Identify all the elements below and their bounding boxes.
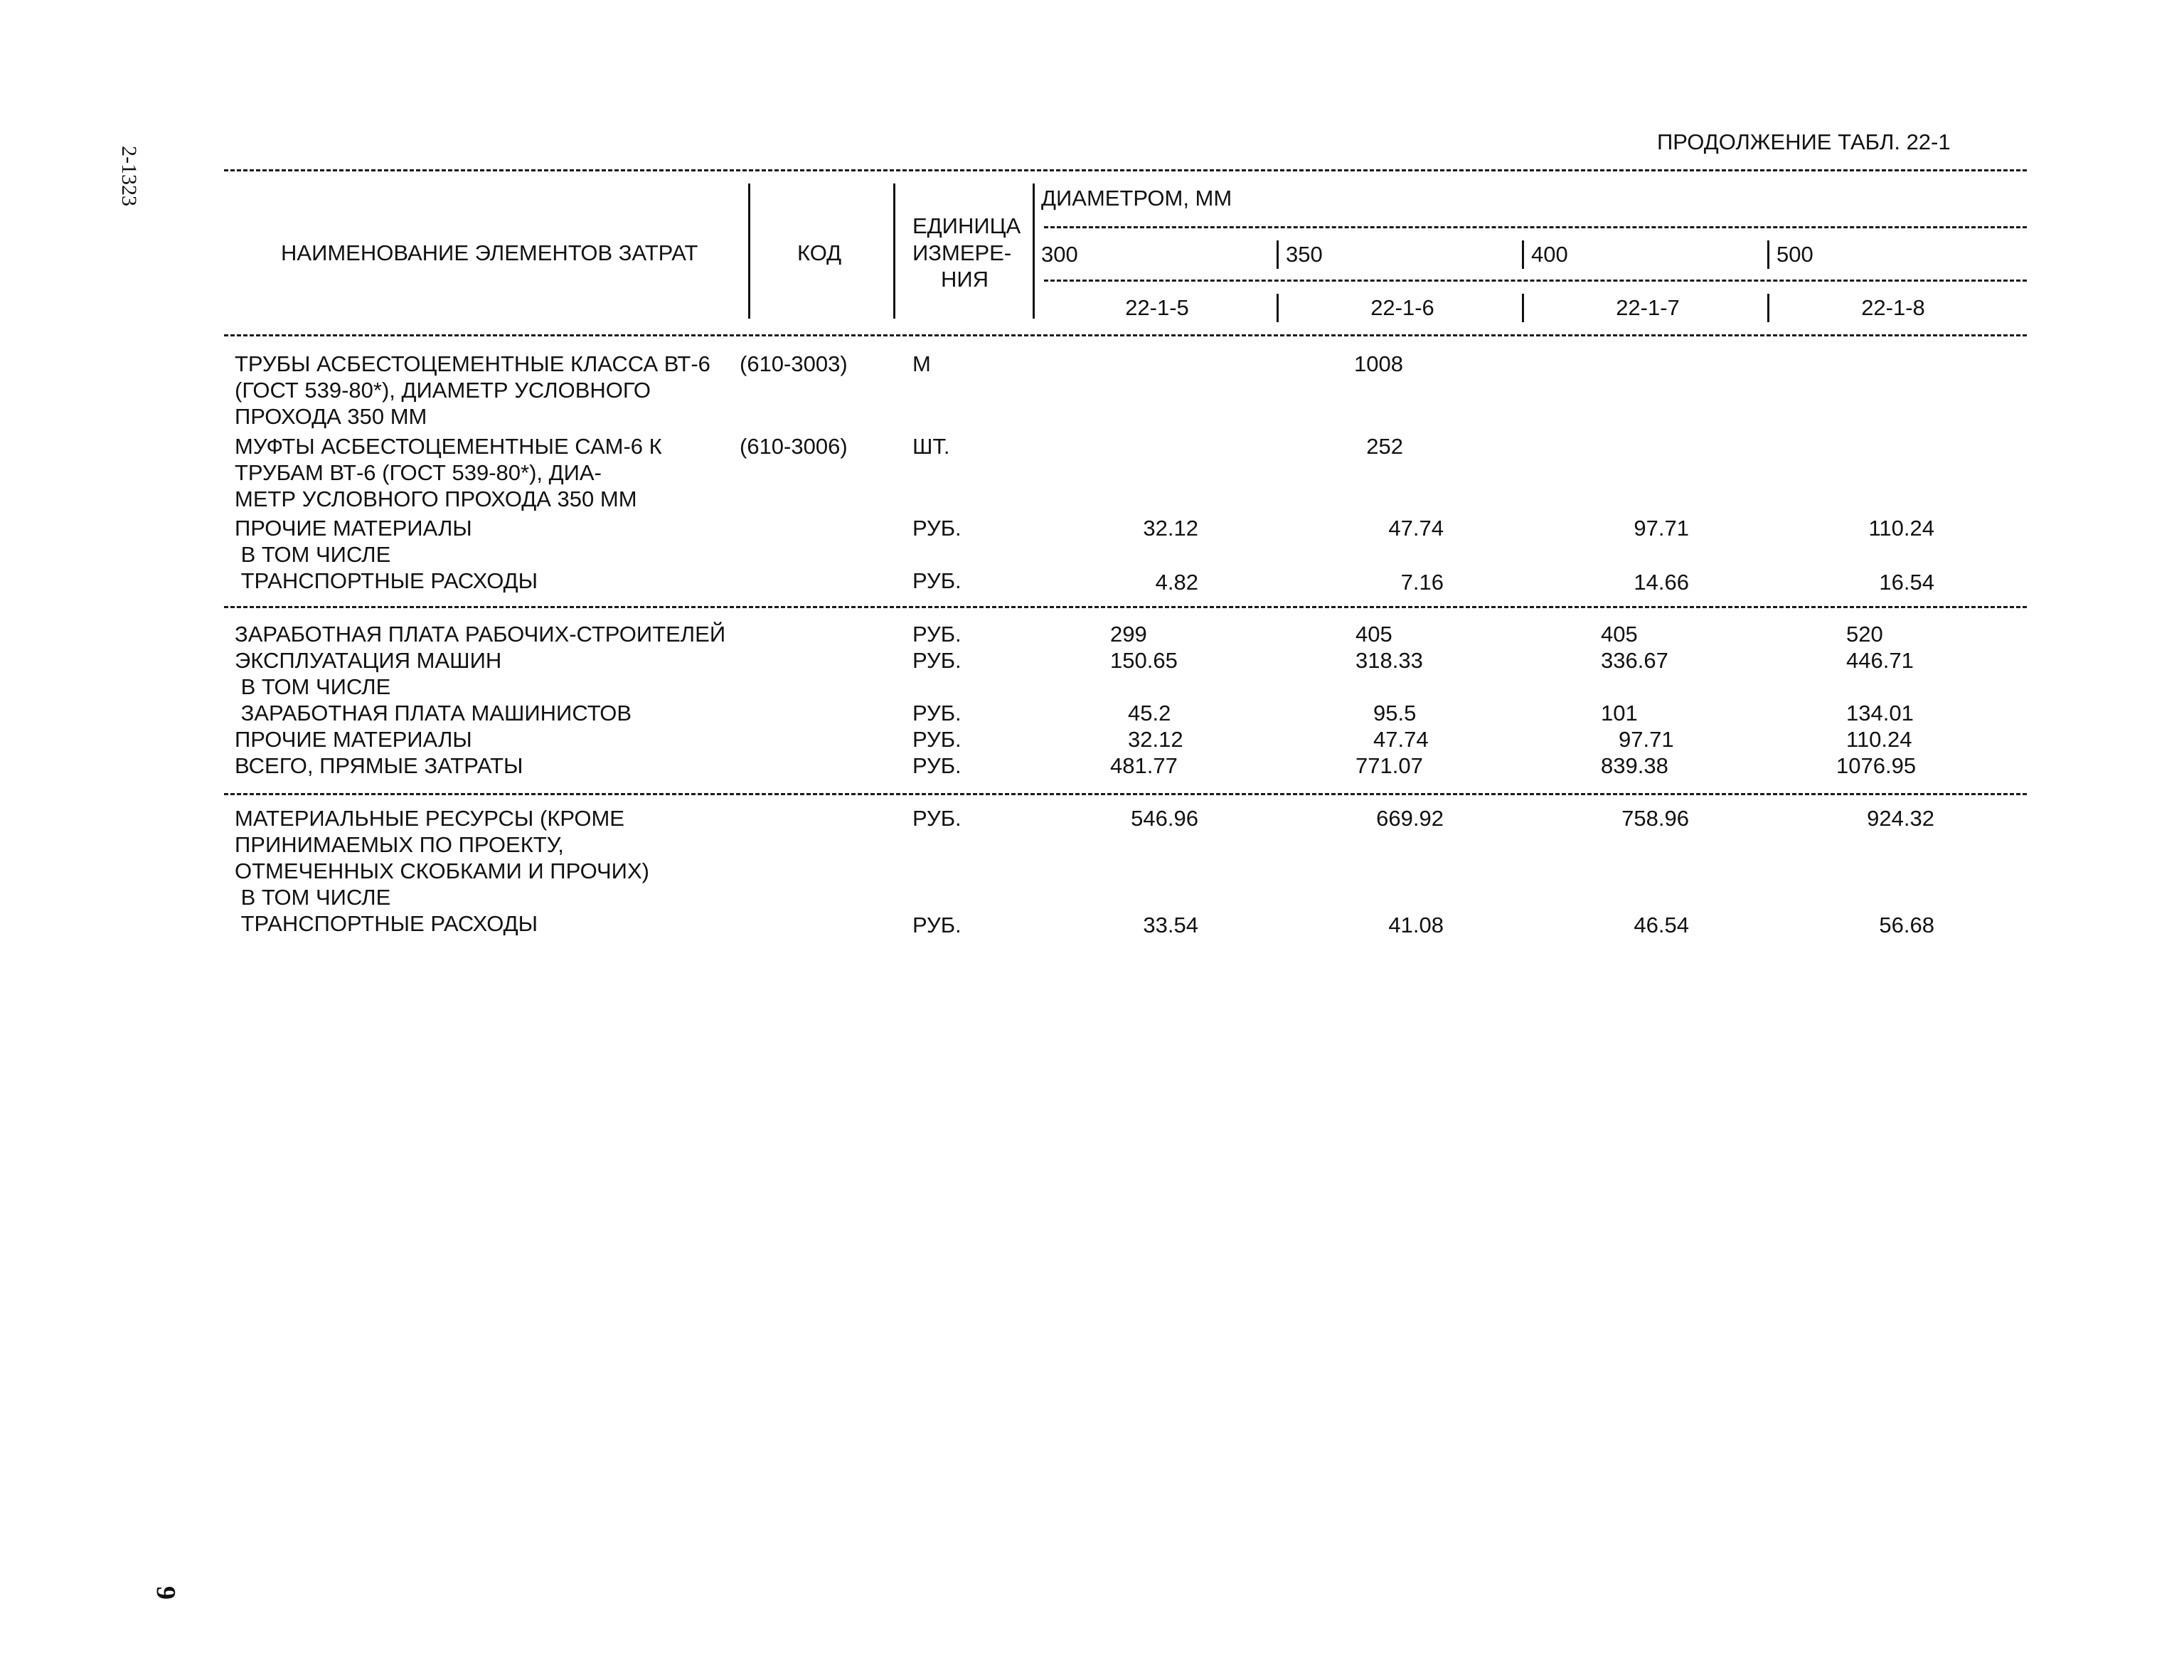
header-unit-1: ЕДИНИЦА [912, 213, 1021, 238]
code-divider-2 [1522, 294, 1524, 322]
other-materials2-value-300: 32.12 [1128, 727, 1183, 752]
rule-top [224, 169, 2027, 171]
material-resources-line3: ОТМЕЧЕННЫХ СКОБКАМИ И ПРОЧИХ) [235, 858, 649, 883]
machines-value-500: 446.71 [1846, 648, 1914, 673]
diameter-350: 350 [1286, 242, 1323, 267]
material-resources-unit: РУБ. [912, 806, 962, 831]
couplings-code: (610-3006) [740, 434, 848, 459]
header-unit-2: ИЗМЕРЕ- [912, 240, 1012, 265]
pipes-label-line3: ПРОХОДА 350 ММ [235, 404, 427, 429]
other-materials-value-400: 97.71 [1634, 516, 1689, 541]
code-22-1-6: 22-1-6 [1370, 295, 1434, 320]
pipes-label-line2: (ГОСТ 539-80*), ДИАМЕТР УСЛОВНОГО [235, 378, 651, 403]
other-materials-value-500: 110.24 [1868, 516, 1934, 541]
rule-section2-bottom [224, 793, 2027, 795]
rule-diameter-values [1044, 280, 2027, 282]
operator-wages-value-300: 45.2 [1128, 701, 1171, 725]
transport-value-350: 7.16 [1400, 570, 1444, 595]
wages-value-350: 405 [1355, 622, 1392, 647]
operator-wages-value-500: 134.01 [1846, 701, 1914, 725]
diameter-500: 500 [1777, 242, 1813, 267]
couplings-label-line2: ТРУБАМ ВТ-6 (ГОСТ 539-80*), ДИА- [235, 460, 602, 485]
transport2-value-300: 33.54 [1143, 913, 1198, 937]
header-name: НАИМЕНОВАНИЕ ЭЛЕМЕНТОВ ЗАТРАТ [281, 240, 698, 265]
machines-unit: РУБ. [912, 648, 962, 673]
wages-label: ЗАРАБОТНАЯ ПЛАТА РАБОЧИХ-СТРОИТЕЛЕЙ [235, 622, 726, 647]
page-number: 9 [151, 1586, 181, 1600]
transport-value-400: 14.66 [1634, 570, 1689, 595]
pipes-code: (610-3003) [740, 351, 848, 376]
other-materials2-label: ПРОЧИЕ МАТЕРИАЛЫ [235, 727, 472, 752]
material-resources-line1: МАТЕРИАЛЬНЫЕ РЕСУРСЫ (КРОМЕ [235, 806, 624, 831]
wages-unit: РУБ. [912, 622, 962, 647]
header-divider-2 [893, 184, 895, 319]
material-resources-value-500: 924.32 [1867, 806, 1934, 831]
other-materials2-value-350: 47.74 [1373, 727, 1429, 752]
transport2-label: ТРАНСПОРТНЫЕ РАСХОДЫ [235, 911, 538, 936]
couplings-label-line3: МЕТР УСЛОВНОГО ПРОХОДА 350 ММ [235, 487, 637, 511]
total-direct-value-350: 771.07 [1355, 753, 1423, 778]
other-materials2-value-400: 97.71 [1619, 727, 1674, 752]
total-direct-value-500: 1076.95 [1836, 753, 1917, 778]
material-resources-value-350: 669.92 [1376, 806, 1444, 831]
couplings-value-350: 252 [1366, 434, 1403, 459]
total-direct-unit: РУБ. [912, 753, 962, 778]
diam-divider-400 [1522, 240, 1524, 269]
material-resources-line4: В ТОМ ЧИСЛЕ [235, 885, 391, 910]
pipes-value-350: 1008 [1354, 351, 1403, 376]
transport2-unit: РУБ. [912, 913, 962, 937]
header-code: КОД [797, 240, 842, 265]
header-divider-3 [1033, 184, 1035, 319]
machines-value-300: 150.65 [1110, 648, 1178, 673]
operator-wages-value-400: 101 [1601, 701, 1638, 725]
diameter-400: 400 [1531, 242, 1568, 267]
other-materials-value-300: 32.12 [1143, 516, 1198, 541]
wages-value-500: 520 [1846, 622, 1883, 647]
total-direct-label: ВСЕГО, ПРЯМЫЕ ЗАТРАТЫ [235, 753, 523, 778]
rule-section1-bottom [224, 606, 2027, 608]
rule-header-bottom [224, 334, 2027, 336]
code-22-1-8: 22-1-8 [1861, 295, 1925, 320]
operator-wages-unit: РУБ. [912, 701, 962, 725]
code-22-1-5: 22-1-5 [1125, 295, 1189, 320]
machines-value-350: 318.33 [1355, 648, 1423, 673]
header-diameter: ДИАМЕТРОМ, ММ [1041, 186, 1232, 211]
other-materials2-value-500: 110.24 [1846, 727, 1912, 752]
transport2-value-400: 46.54 [1634, 913, 1689, 937]
code-22-1-7: 22-1-7 [1616, 295, 1680, 320]
transport-unit: РУБ. [912, 568, 962, 593]
other-materials-unit: РУБ. [912, 516, 962, 541]
other-materials-sublabel: В ТОМ ЧИСЛЕ [235, 542, 391, 567]
material-resources-value-400: 758.96 [1621, 806, 1689, 831]
couplings-label-line1: МУФТЫ АСБЕСТОЦЕМЕНТНЫЕ САМ-6 К [235, 434, 662, 459]
machines-value-400: 336.67 [1601, 648, 1668, 673]
operator-wages-label: ЗАРАБОТНАЯ ПЛАТА МАШИНИСТОВ [235, 701, 632, 725]
code-divider-1 [1277, 294, 1279, 322]
operator-wages-value-350: 95.5 [1373, 701, 1417, 725]
pipes-label-line1: ТРУБЫ АСБЕСТОЦЕМЕНТНЫЕ КЛАССА ВТ-6 [235, 351, 710, 376]
total-direct-value-300: 481.77 [1110, 753, 1178, 778]
machines-including-label: В ТОМ ЧИСЛЕ [235, 674, 391, 699]
other-materials-value-350: 47.74 [1388, 516, 1444, 541]
table-continuation-title: ПРОДОЛЖЕНИЕ ТАБЛ. 22-1 [1657, 129, 1951, 154]
wages-value-400: 405 [1601, 622, 1638, 647]
diameter-300: 300 [1041, 242, 1078, 267]
other-materials-label: ПРОЧИЕ МАТЕРИАЛЫ [235, 516, 472, 541]
pipes-unit: М [912, 351, 931, 376]
total-direct-value-400: 839.38 [1601, 753, 1668, 778]
transport2-value-500: 56.68 [1879, 913, 1934, 937]
transport2-value-350: 41.08 [1388, 913, 1444, 937]
rule-diameter [1044, 226, 2027, 228]
header-unit-3: НИЯ [941, 267, 989, 292]
transport-label: ТРАНСПОРТНЫЕ РАСХОДЫ [235, 568, 538, 593]
material-resources-value-300: 546.96 [1131, 806, 1198, 831]
code-divider-3 [1767, 294, 1769, 322]
transport-value-500: 16.54 [1879, 570, 1934, 595]
couplings-unit: ШТ. [912, 434, 950, 459]
header-divider-1 [748, 184, 750, 319]
machines-label: ЭКСПЛУАТАЦИЯ МАШИН [235, 648, 502, 673]
wages-value-300: 299 [1110, 622, 1147, 647]
transport-value-300: 4.82 [1155, 570, 1198, 595]
other-materials2-unit: РУБ. [912, 727, 962, 752]
diam-divider-500 [1767, 240, 1769, 269]
material-resources-line2: ПРИНИМАЕМЫХ ПО ПРОЕКТУ, [235, 832, 564, 857]
side-code: 2-1323 [117, 146, 141, 206]
diam-divider-350 [1277, 240, 1279, 269]
